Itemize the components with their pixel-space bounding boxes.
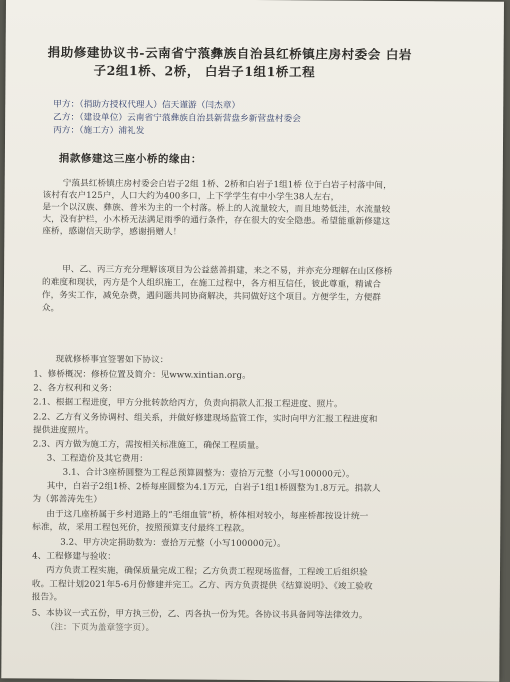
- item-4-line-1: 丙方负责工程实施，确保质量完成工程；乙方负责工程现场监督，工程竣工后组织验: [45, 565, 368, 578]
- item-4-line-2: 收。工程计划2021年5-6月份修建并完工。乙方、丙方负责提供《结算说明》、《竣工验收: [31, 579, 373, 592]
- reason-line-5: 座桥，感谢信天助学，感谢捐赠人！: [42, 226, 182, 238]
- item-3-1: 3.1、合计3座桥圆整为工程总预算圆整为：壹拾万元整（小写100000元）。: [62, 467, 355, 480]
- item-2-2-line-1: 2.2、乙方有义务协调村、组关系，并做好修建现场监管工作，实时向甲方汇报工程进度和: [33, 412, 378, 425]
- item-3-1-note-line-2: 标准，故，采用工程包死价，按照预算支付最终工程款。: [32, 522, 250, 534]
- item-2-2-line-2: 提供进度照片。: [32, 425, 94, 436]
- commitment-line-1: 甲、乙、丙三方充分理解该项目为公益慈善捐建，来之不易，并亦充分理解在山区修桥: [62, 264, 393, 277]
- document-page: [1, 0, 504, 682]
- signature-page-note: （注：下页为盖章签字页）。: [45, 622, 155, 634]
- item-3-1-detail-line-1: 其中，白岩子2组1桥、2桥每座圆整为4.1万元，白岩子1组1桥圆整为1.8万元。捐款人: [46, 481, 381, 494]
- item-2-3: 2.3、丙方做为施工方，需按相关标准施工，确保工程质量。: [32, 439, 265, 452]
- item-1-overview: 1、修桥概况：修桥位置及简介：见www.xintian.org。: [33, 369, 251, 381]
- commitment-line-3: 作，务实工作，减免杂费，遇问题共同协商解决，共同做好这个项目。方便学生，方便群: [41, 290, 382, 303]
- reason-line-3: 是一个以汉族、彝族、普米为主的一个村落。桥上的人流量较大，而且地势低洼，水流量较: [42, 202, 391, 215]
- item-3-heading: 3、工程造价及其它费用：: [46, 453, 149, 465]
- item-4-heading: 4、工程修建与验收：: [32, 551, 116, 563]
- document-title-line-1: 捐助修建协议书-云南省宁蒗彝族自治县红桥镇庄房村委会 白岩: [47, 44, 413, 63]
- reason-heading: 捐款修建这三座小桥的缘由：: [58, 152, 202, 166]
- reason-line-1: 宁蒗县红桥镇庄房村委会白岩子2组 1桥、2桥和白岩子1组1桥 位于白岩子村落中间，: [62, 178, 392, 191]
- party-b: 乙方：（建设单位）云南省宁蒗彝族自治县新营盘乡新营盘村委会: [53, 112, 302, 125]
- party-c: 丙方：（施工方）浦礼发: [53, 125, 145, 137]
- reason-line-2: 该村有农户125户，人口大约为400多口，上下学学生有中小学生38人左右，: [42, 190, 340, 203]
- item-3-1-note-line-1: 由于这几座桥属于乡村道路上的“毛细血管”桥，桥体相对较小，每座桥都按设计统一: [46, 509, 369, 522]
- reason-line-4: 大，没有护栏，小木桥无法满足雨季的通行条件，存在很大的安全隐患。希望能重新修建这: [42, 214, 391, 227]
- item-3-1-detail-line-2: 为（郭善涛先生）: [32, 494, 103, 505]
- party-a: 甲方：（捐助方授权代理人）信天谨游（闫杰章）: [53, 99, 241, 111]
- item-2-heading: 2、各方权利和义务：: [33, 383, 118, 395]
- item-3-2: 3.2、甲方决定捐助数为：壹拾万元整（小写100000元）。: [60, 537, 286, 550]
- commitment-line-2: 的难度和现状，丙方是个人组织施工，在施工过程中，各方相互信任，彼此尊重，精诚合: [41, 277, 382, 290]
- item-4-line-3: 报告》。: [31, 592, 63, 603]
- item-5: 5、本协议一式五份，甲方执三份，乙、丙各执一份为凭。各协议书具备同等法律效力。: [31, 608, 368, 621]
- document-title-line-2: 子2组1桥、2桥， 白岩子1组1桥工程: [93, 62, 316, 80]
- commitment-line-4: 众。: [41, 303, 60, 314]
- agreement-intro: 现就修桥事宜签署如下协议：: [55, 354, 169, 366]
- item-2-1: 2.1、根据工程进度，甲方分批转款给丙方，负责向捐款人汇报工程进度、照片。: [33, 397, 343, 410]
